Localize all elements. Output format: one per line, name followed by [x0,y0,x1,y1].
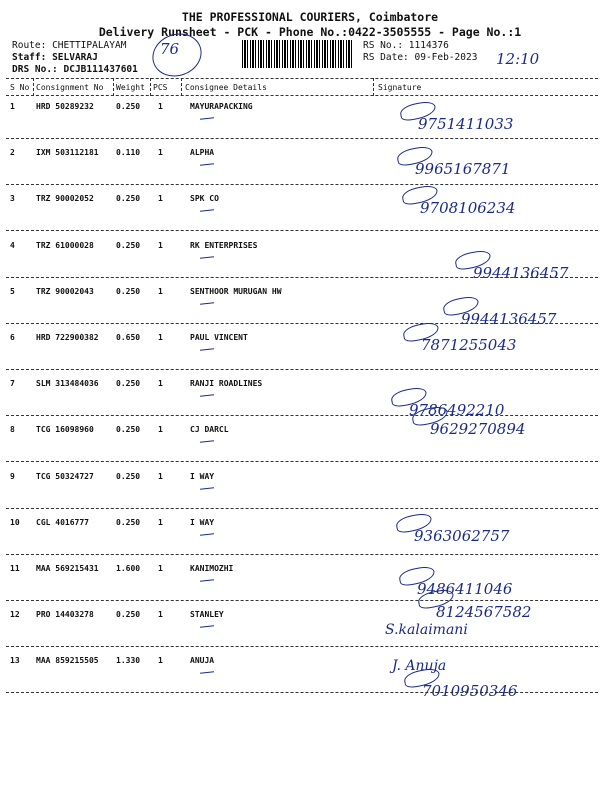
row-pcs: 1 [158,610,163,620]
row-pcs: 1 [158,148,163,158]
row-pcs: 1 [158,425,163,435]
row-divider [6,138,598,139]
row-divider [6,554,598,555]
row-weight: 0.250 [116,240,141,250]
row-consignee: RK ENTERPRISES [190,240,258,250]
table-top-rule [6,78,598,79]
handwritten-count: 76 [160,40,180,58]
staff-line [12,52,98,63]
row-consignee: SPK CO [190,194,219,204]
route-line [12,40,126,51]
row-divider [6,277,598,278]
row-sno: 12 [10,610,20,620]
row-divider [6,184,598,185]
consignee-tick-mark [200,302,214,304]
row-sno: 10 [10,517,20,527]
signature-phone: 9786492210 [409,401,505,419]
row-consignee: ANUJA [190,656,215,666]
row-weight: 0.250 [116,379,141,389]
row-weight: 0.250 [116,471,141,481]
signature-phone: 9708106234 [420,199,516,217]
consignee-tick-mark [200,625,214,627]
row-pcs: 1 [158,656,163,666]
row-divider [6,230,598,231]
row-divider [6,323,598,324]
row-sno: 2 [10,148,15,158]
consignee-tick-mark [200,487,214,489]
row-consignee: MAYURAPACKING [190,102,253,111]
row-divider [6,600,598,601]
route-value: CHETTIPALAYAM [52,40,127,51]
rs-date-label: RS Date: [363,52,409,63]
row-consignment-no: TCG 50324727 [36,471,94,481]
rs-date-value: 09-Feb-2023 [414,52,478,63]
row-consignment-no: CGL 4016777 [36,517,89,527]
row-consignee: ALPHA [190,148,215,158]
row-sno: 11 [10,564,20,573]
row-consignee: I WAY [190,517,215,527]
row-pcs: 1 [158,194,163,204]
row-weight: 0.110 [116,148,141,158]
consignee-tick-mark [200,579,214,581]
table-header-rule [6,95,598,96]
row-consignment-no: TRZ 61000028 [36,240,94,250]
consignee-tick-mark [200,394,214,396]
signature-phone: 9486411046 [417,580,513,598]
row-pcs: 1 [158,517,163,527]
row-pcs: 1 [158,286,163,296]
rs-no-value: 1114376 [408,40,449,51]
col-weight: Weight [116,83,145,92]
signature-phone: 9944136457 [461,310,557,328]
handwritten-name-row12: S.kalaimani [385,622,468,638]
row-consignee: STANLEY [190,610,224,620]
col-divider [113,78,114,96]
signature-phone: 9629270894 [430,420,526,438]
row-divider [6,369,598,370]
row-consignment-no: HRD 722900382 [36,333,99,342]
row-weight: 0.250 [116,286,141,296]
row-pcs: 1 [158,564,163,573]
signature-phone: 9363062757 [414,527,510,545]
row-consignee: RANJI ROADLINES [190,379,263,389]
row-consignment-no: IXM 503112181 [36,148,99,158]
row-consignment-no: TCG 16098960 [36,425,94,435]
signature-phone: 9751411033 [418,115,514,133]
rs-no-label: RS No.: [363,40,404,51]
row-consignment-no: PRO 14403278 [36,610,94,620]
row-consignee: SENTHOOR MURUGAN HW [190,286,282,296]
drs-label: DRS No.: [12,64,58,75]
row-pcs: 1 [158,333,163,342]
barcode [242,40,354,68]
row-pcs: 1 [158,240,163,250]
signature-phone: 7010950346 [422,682,518,700]
row-divider [6,508,598,509]
row-divider [6,461,598,462]
row-weight: 0.650 [116,333,141,342]
row-consignment-no: SLM 313484036 [36,379,99,389]
row-pcs: 1 [158,471,163,481]
col-divider [181,78,182,96]
row-sno: 7 [10,379,15,389]
row-weight: 0.250 [116,517,141,527]
handwritten-name-row13: J. Anuja [392,658,447,674]
col-signature: Signature [378,83,422,92]
row-sno: 4 [10,240,15,250]
staff-value: SELVARAJ [52,52,98,63]
row-consignee: PAUL VINCENT [190,333,248,342]
col-divider [33,78,34,96]
col-sno: S No [10,83,30,92]
row-divider [6,646,598,647]
row-sno: 6 [10,333,15,342]
consignee-tick-mark [200,672,214,674]
signature-phone: 8124567582 [436,603,532,621]
row-weight: 1.600 [116,564,141,573]
col-divider [373,78,374,96]
row-consignee: I WAY [190,471,215,481]
row-sno: 1 [10,102,15,111]
rs-date-line [363,52,477,63]
row-consignment-no: TRZ 90002052 [36,194,94,204]
row-pcs: 1 [158,379,163,389]
signature-phone: 9944136457 [473,264,569,282]
consignee-tick-mark [200,163,214,165]
row-weight: 0.250 [116,425,141,435]
row-divider [6,692,598,693]
row-consignment-no: HRD 50289232 [36,102,94,111]
drs-line [12,64,138,75]
row-pcs: 1 [158,102,163,111]
row-consignment-no: TRZ 90002043 [36,286,94,296]
row-consignment-no: MAA 569215431 [36,564,99,573]
runsheet-title: Delivery Runsheet - PCK - Phone No.:0422-3505555 - Page No.:1 [98,25,522,39]
row-sno: 3 [10,194,15,204]
col-consignment: Consignment No [36,83,104,92]
row-consignment-no: MAA 859215505 [36,656,99,666]
row-weight: 0.250 [116,610,141,620]
row-divider [6,415,598,416]
row-sno: 5 [10,286,15,296]
row-consignee: CJ DARCL [190,425,229,435]
row-sno: 8 [10,425,15,435]
col-divider [150,78,151,96]
col-consignee: Consignee Details [185,83,267,92]
signature-phone: 9965167871 [415,160,511,178]
consignee-tick-mark [200,533,214,535]
drs-value: DCJB111437601 [63,64,138,75]
row-sno: 13 [10,656,20,666]
col-pcs: PCS [153,83,168,92]
row-consignee: KANIMOZHI [190,564,234,573]
consignee-tick-mark [200,210,214,212]
handwritten-time: 12:10 [496,50,540,68]
consignee-tick-mark [200,117,214,119]
company-title: THE PROFESSIONAL COURIERS, Coimbatore [181,10,439,24]
rs-no-line [363,40,449,51]
consignee-tick-mark [200,256,214,258]
row-weight: 0.250 [116,194,141,204]
staff-label: Staff: [12,52,47,63]
consignee-tick-mark [200,348,214,350]
row-weight: 1.330 [116,656,141,666]
row-weight: 0.250 [116,102,141,111]
row-sno: 9 [10,471,15,481]
consignee-tick-mark [200,441,214,443]
signature-phone: 7871255043 [421,336,517,354]
route-label: Route: [12,40,47,51]
